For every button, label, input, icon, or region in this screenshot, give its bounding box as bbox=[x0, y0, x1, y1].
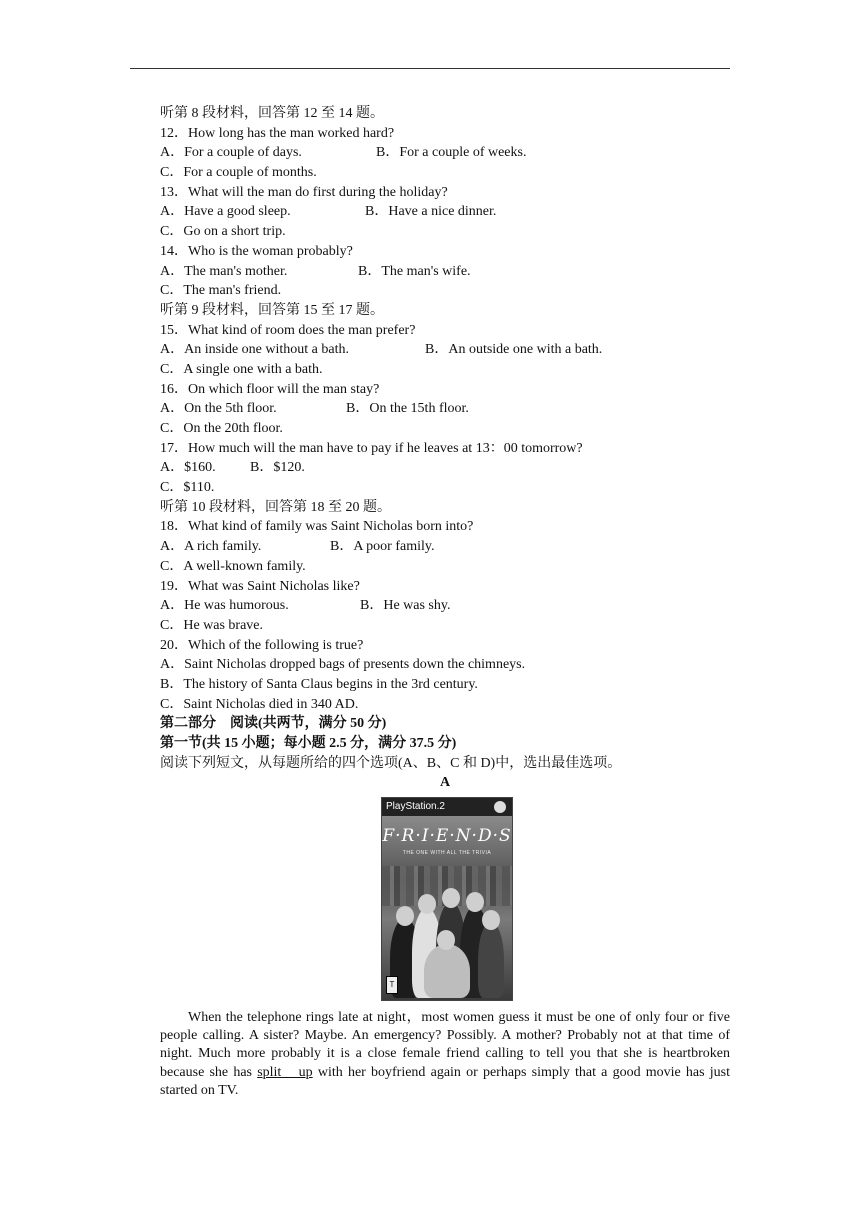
passage-paragraph: When the telephone rings late at night，most women guess it must be one of only four or five people calling. A sister? Maybe. An emergency? Possibly. A mother? Probably not at that time of night. Much more probably it is a close female friend calling to tell you that she is heartbroken because she has split up with her boyfriend again or perhaps simply that a good movie has just started on TV. bbox=[160, 1010, 730, 1098]
option-b: B．For a couple of weeks. bbox=[376, 145, 527, 161]
passage-letter: A bbox=[439, 775, 451, 790]
question-line: 听第 8 段材料，回答第 12 至 14 题。 bbox=[160, 106, 384, 121]
question-list bbox=[160, 104, 730, 773]
option-b: B．An outside one with a bath. bbox=[425, 342, 603, 358]
option-b: B．Have a nice dinner. bbox=[365, 204, 497, 220]
question-line bbox=[160, 458, 730, 478]
option-b: B．He was shy. bbox=[360, 598, 451, 614]
question-line: 20．Which of the following is true? bbox=[160, 637, 364, 653]
option-b: B．The man's wife. bbox=[358, 263, 471, 279]
part2-title: 第二部分 阅读(共两节，满分 50 分) bbox=[160, 716, 387, 732]
question-line: 16．On which floor will the man stay? bbox=[160, 381, 380, 397]
question-line: C．$110. bbox=[160, 480, 215, 496]
option-a: A．A rich family. bbox=[160, 539, 262, 555]
question-line: 15．What kind of room does the man prefer? bbox=[160, 322, 416, 338]
question-line: C．For a couple of months. bbox=[160, 165, 317, 181]
question-line bbox=[160, 399, 730, 419]
console-brand: PlayStation.2 bbox=[382, 798, 512, 816]
option-a: A．For a couple of days. bbox=[160, 145, 302, 161]
playstation-logo-icon bbox=[494, 801, 506, 813]
question-line: 听第 9 段材料，回答第 15 至 17 题。 bbox=[160, 302, 384, 318]
option-a: A．On the 5th floor. bbox=[160, 401, 277, 417]
question-line: C．Saint Nicholas died in 340 AD. bbox=[160, 696, 359, 712]
option-a: A．$160. bbox=[160, 460, 216, 476]
friends-game-cover-image bbox=[381, 797, 513, 1001]
option-b: B．$120. bbox=[250, 460, 305, 476]
cast-photo bbox=[390, 878, 504, 998]
section1-title: 第一节(共 15 小题；每小题 2.5 分，满分 37.5 分) bbox=[160, 736, 457, 751]
instruction-text: 阅读下列短文，从每题所给的四个选项(A、B、C 和 D)中，选出最佳选项。 bbox=[160, 755, 622, 771]
question-line: C．A well-known family. bbox=[160, 558, 306, 574]
question-line: 17．How much will the man have to pay if he leaves at 13：00 tomorrow? bbox=[160, 440, 583, 456]
question-line: 19．What was Saint Nicholas like? bbox=[160, 578, 360, 594]
question-line bbox=[160, 596, 730, 616]
question-line: 12．How long has the man worked hard? bbox=[160, 125, 395, 141]
question-line: 13．What will the man do first during the holiday? bbox=[160, 184, 448, 200]
option-a: A．An inside one without a bath. bbox=[160, 342, 349, 358]
underlined-phrase: split up bbox=[257, 1064, 313, 1080]
question-line bbox=[160, 202, 730, 222]
option-b: B．On the 15th floor. bbox=[346, 401, 469, 417]
option-a: A．He was humorous. bbox=[160, 598, 289, 614]
cover-title: F·R·I·E·N·D·S bbox=[382, 826, 512, 846]
cover-tagline: THE ONE WITH ALL THE TRIVIA bbox=[402, 850, 492, 856]
question-line bbox=[160, 262, 730, 282]
question-line: A．Saint Nicholas dropped bags of presents down the chimneys. bbox=[160, 657, 526, 673]
option-a: A．The man's mother. bbox=[160, 263, 288, 279]
question-line: C．On the 20th floor. bbox=[160, 421, 283, 436]
question-line bbox=[160, 143, 730, 163]
esrb-rating-badge: T bbox=[386, 976, 398, 994]
question-line: 听第 10 段材料，回答第 18 至 20 题。 bbox=[160, 499, 391, 515]
question-line: C．He was brave. bbox=[160, 617, 264, 633]
question-line: B．The history of Santa Claus begins in the 3rd century. bbox=[160, 676, 478, 692]
question-line: C．The man's friend. bbox=[160, 283, 282, 299]
option-b: B．A poor family. bbox=[330, 539, 435, 555]
header-rule bbox=[130, 68, 730, 69]
question-line: C．A single one with a bath. bbox=[160, 361, 323, 377]
question-line bbox=[160, 537, 730, 557]
question-line: C．Go on a short trip. bbox=[160, 224, 286, 240]
option-a: A．Have a good sleep. bbox=[160, 204, 291, 220]
question-line: 18．What kind of family was Saint Nicholas born into? bbox=[160, 519, 474, 535]
question-line bbox=[160, 340, 730, 360]
question-line: 14．Who is the woman probably? bbox=[160, 243, 353, 259]
